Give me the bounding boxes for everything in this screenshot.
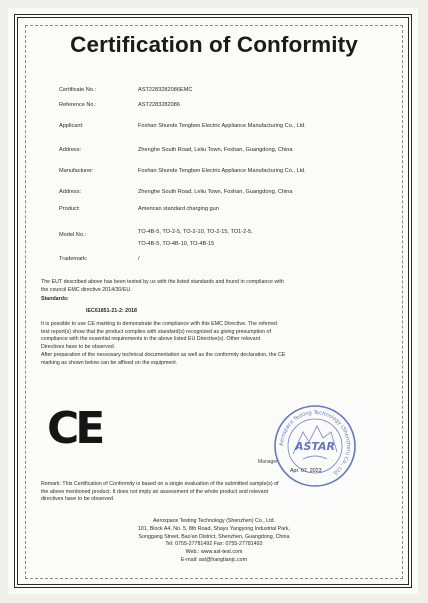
field-label: Certificate No.: [59, 87, 96, 93]
body-line: Directives have to be observed. [41, 344, 116, 351]
remark [41, 481, 381, 504]
model-line-1: TO-4B-5, TO-2-5, TO-2-10, TO-2-15, TO1-2-5, [138, 229, 253, 235]
signature-date: Apr. 07, 2023 [290, 468, 322, 474]
remark-line: Remark: This Certification of Conformity is based on a single evaluation of the submitted sample(s) of [41, 481, 279, 487]
field-value: Zhenghe South Road, Leliu Town, Foshan, Guangdong, China [138, 147, 293, 153]
footer-line: Web.: www.ast-test.com [185, 549, 243, 556]
issuer-footer [0, 518, 428, 565]
footer-line: Aerospace Testing Technology (Shenzhen) Co., Ltd. [152, 518, 275, 524]
ce-mark: CE [47, 403, 102, 454]
model-line-2: TO-4B-5, TO-4B-10, TO-4B-15 [138, 241, 215, 247]
statement-line: The EUT described above has been tested by us with the listed standards and found in compliance with [41, 279, 284, 285]
field-label: Trademark: [59, 256, 88, 262]
signature-label: Manager [258, 459, 278, 465]
footer-line: Tel: 0755-27781492 Fax: 0755-27781492 [165, 541, 263, 548]
body-line: compliance with the essential requirements in the above listed EU Directive(s). Other relevant [41, 336, 261, 343]
body-line: test report(s) show that the product complies with standard(s) recognized as giving presumption of [41, 328, 271, 335]
field-value: AST2283282086 [138, 102, 180, 108]
field-label: Address: [59, 147, 82, 153]
body-line: marking as shown below can be affixed on the equipment. [41, 359, 178, 366]
body-text [41, 321, 381, 367]
field-value: Zhenghe South Road, Leliu Town, Foshan, Guangdong, China [138, 189, 293, 195]
certificate-title: Certification of Conformity [70, 32, 358, 57]
field-label: Applicant: [59, 123, 84, 129]
footer-line: Songgang Street, Bao'an District, Shenzhen, Guangdong, China [138, 533, 290, 540]
field-label: Address: [59, 189, 82, 195]
field-label: Model No.: [59, 232, 87, 238]
remark-line: directives have to be observed. [41, 496, 115, 503]
body-line: After preparation of the necessary technical documentation as well as the conformity declaration, the CE [41, 351, 286, 358]
remark-line: the above mentioned product. It does not imply an assessment of the whole product and relevant [41, 488, 269, 495]
field-value: / [138, 256, 140, 262]
field-value: American standard charging gun [138, 206, 219, 212]
company-seal-stamp [273, 404, 357, 488]
footer-line: 101, Block A4, No. 5, 8th Road, Shayu Yangyong Industrial Park, [137, 525, 291, 532]
statement [41, 279, 381, 294]
field-value: AST2283282086EMC [138, 87, 193, 93]
standards-label: Standards: [41, 296, 69, 302]
field-value: Foshan Shunde Tengben Electric Appliance Manufacturing Co., Ltd. [138, 123, 306, 129]
stamp-center-text: ASTAR [294, 440, 336, 453]
standard-value: IEC61851-21-2: 2018 [86, 308, 137, 314]
field-label: Product: [59, 206, 80, 212]
field-label: Reference No.: [59, 102, 97, 108]
field-label: Manufacturer: [59, 168, 94, 174]
statement-line: the council EMC directive 2014/30/EU. [41, 286, 132, 293]
body-line: It is possible to use CE marking to demonstrate the compliance with this EMC Directive. The referred [41, 321, 278, 327]
footer-line: E-mail: ast@hangtianjc.com [180, 556, 248, 563]
stamp-ring-text: Aerospace Testing Technology (Shenzhen) Co., Ltd. [278, 409, 352, 477]
field-value: Foshan Shunde Tengben Electric Appliance Manufacturing Co., Ltd. [138, 168, 306, 174]
